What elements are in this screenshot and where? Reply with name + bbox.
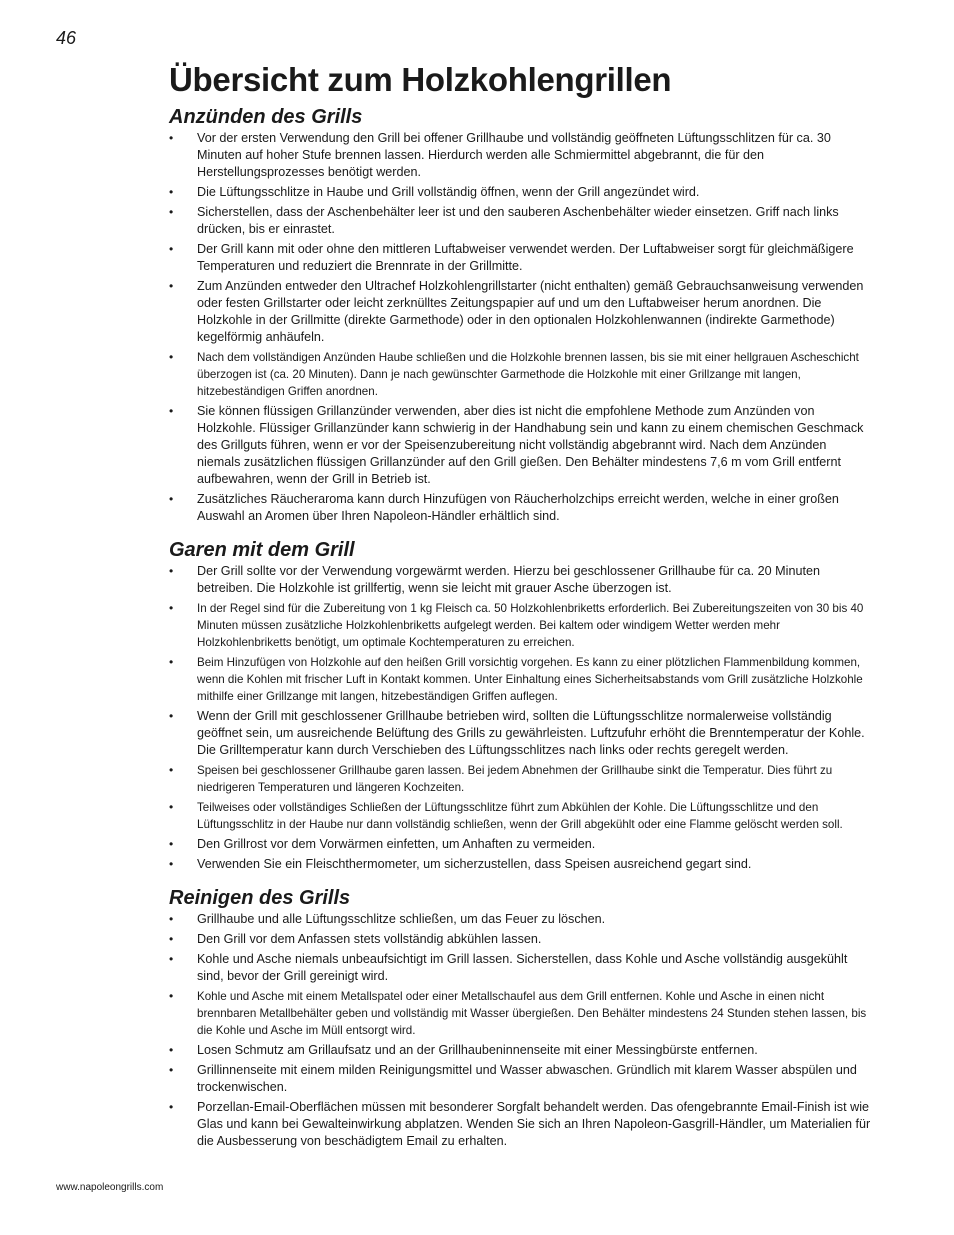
list-item: • Kohle und Asche mit einem Metallspatel oder einer Metallschaufel aus dem Grill entfernen. Kohle und Asche in einen nicht brennbaren Metallbehälter geben und vollständig mit Wasser übergießen. Den Behälter mindestens 24 Stunden stehen lassen, bis die Kohle und Asche im Müll entsorgt wird.: [169, 988, 872, 1039]
list-item: • Der Grill sollte vor der Verwendung vorgewärmt werden. Hierzu bei geschlossener Grillhaube für ca. 20 Minuten betreiben. Die Holzkohle ist grillfertig, wenn sie leicht mit grauer Asche überzogen ist.: [169, 563, 872, 597]
section-heading-reinigen: Reinigen des Grills: [169, 887, 351, 909]
list-item: • Sie können flüssigen Grillanzünder verwenden, aber dies ist nicht die empfohlene Methode zum Anzünden von Holzkohle. Flüssiger Grillanzünder kann schwierig in der Handhabung sein und kann zu einem chemischen Geschmack des Grillguts führen, wenn er vor der Speisenzubereitung nicht vollständig abgebrannt wird. Nach dem Anzünden niemals zusätzlichen flüssigen Grillanzünder auf den Grill gießen. Den Behälter mindestens 7,6 m vom Grill entfernt aufbewahren, wenn der Grill in Betrieb ist.: [169, 403, 872, 488]
page-title: Übersicht zum Holzkohlengrillen: [169, 61, 672, 98]
list-item: • Grillhaube und alle Lüftungsschlitze schließen, um das Feuer zu löschen.: [169, 911, 872, 928]
page-content: [169, 58, 872, 1153]
list-item: • Den Grillrost vor dem Vorwärmen einfetten, um Anhaften zu vermeiden.: [169, 836, 872, 853]
list-item: • Wenn der Grill mit geschlossener Grillhaube betrieben wird, sollten die Lüftungsschlitze normalerweise vollständig geöffnet sein, um ausreichende Belüftung des Grills zu gewährleisten. Luftzufuhr erhöht die Brenntemperatur der Kohle. Die Grilltemperatur kann durch Verschieben des Lüftungsschlitzes nach links oder rechts geregelt werden.: [169, 708, 872, 759]
list-item: • Zusätzliches Räucheraroma kann durch Hinzufügen von Räucherholzchips erreicht werden, welche in einer großen Auswahl an Aromen über Ihren Napoleon-Händler erhältlich sind.: [169, 491, 872, 525]
section-heading-anzuenden: Anzünden des Grills: [169, 106, 363, 128]
bullet-list-anzuenden: [169, 130, 872, 525]
list-item: • Sicherstellen, dass der Aschenbehälter leer ist und den sauberen Aschenbehälter wieder einsetzen. Griff nach links drücken, bis er einrastet.: [169, 204, 872, 238]
list-item: • Der Grill kann mit oder ohne den mittleren Luftabweiser verwendet werden. Der Luftabweiser sorgt für gleichmäßigere Temperaturen und reduziert die Brennrate in der Grillmitte.: [169, 241, 872, 275]
list-item: • Den Grill vor dem Anfassen stets vollständig abkühlen lassen.: [169, 931, 872, 948]
list-item: • Kohle und Asche niemals unbeaufsichtigt im Grill lassen. Sicherstellen, dass Kohle und Asche vollständig ausgekühlt sind, bevor der Grill gereinigt wird.: [169, 951, 872, 985]
section-heading-garen: Garen mit dem Grill: [169, 539, 355, 561]
list-item: • Nach dem vollständigen Anzünden Haube schließen und die Holzkohle brennen lassen, bis sie mit einer hellgrauen Ascheschicht überzogen ist (ca. 20 Minuten). Dann je nach gewünschter Garmethode die Holzkohle mit einer Grillzange mit langen, hitzebeständigen Griffen anordnen.: [169, 349, 872, 400]
footer-url: www.napoleongrills.com: [56, 1182, 164, 1193]
list-item: • Die Lüftungsschlitze in Haube und Grill vollständig öffnen, wenn der Grill angezündet wird.: [169, 184, 872, 201]
list-item: • Teilweises oder vollständiges Schließen der Lüftungsschlitze führt zum Abkühlen der Kohle. Die Lüftungsschlitze und den Lüftungsschlitz in der Haube nur dann vollständig schließen, wenn der Grill abgekühlt oder eine Flamme gelöscht werden soll.: [169, 799, 872, 833]
list-item: • In der Regel sind für die Zubereitung von 1 kg Fleisch ca. 50 Holzkohlenbriketts erforderlich. Bei Zubereitungszeiten von 30 bis 40 Minuten müssen zusätzliche Holzkohlenbriketts aufgelegt werden. Bei kaltem oder windigem Wetter werden mehr Holzkohlenbriketts benötigt, um optimale Kochtemperaturen zu erreichen.: [169, 600, 872, 651]
list-item: • Speisen bei geschlossener Grillhaube garen lassen. Bei jedem Abnehmen der Grillhaube sinkt die Temperatur. Dies führt zu niedrigeren Temperaturen und längeren Kochzeiten.: [169, 762, 872, 796]
bullet-list-garen: [169, 563, 872, 873]
bullet-list-reinigen: [169, 911, 872, 1150]
list-item: • Losen Schmutz am Grillaufsatz und an der Grillhaubeninnenseite mit einer Messingbürste entfernen.: [169, 1042, 872, 1059]
list-item: • Zum Anzünden entweder den Ultrachef Holzkohlengrillstarter (nicht enthalten) gemäß Gebrauchsanweisung verwenden oder festen Grillstarter oder leicht zerknülltes Zeitungspapier auf und um den Luftabweiser herum anordnen. Die Holzkohle in der Grillmitte (direkte Garmethode) oder in den optionalen Holzkohlenwannen (indirekte Garmethode) kegelförmig anhäufeln.: [169, 278, 872, 346]
list-item: • Verwenden Sie ein Fleischthermometer, um sicherzustellen, dass Speisen ausreichend gegart sind.: [169, 856, 872, 873]
list-item: • Vor der ersten Verwendung den Grill bei offener Grillhaube und vollständig geöffneten Lüftungsschlitzen für ca. 30 Minuten auf hoher Stufe brennen lassen. Hierdurch werden alle Schmiermittel abgebrannt, die für den Herstellungsprozesses benötigt werden.: [169, 130, 872, 181]
page-number: 46: [56, 28, 77, 48]
list-item: • Grillinnenseite mit einem milden Reinigungsmittel und Wasser abwaschen. Gründlich mit klarem Wasser abspülen und trockenwischen.: [169, 1062, 872, 1096]
list-item: • Beim Hinzufügen von Holzkohle auf den heißen Grill vorsichtig vorgehen. Es kann zu einer plötzlichen Flammenbildung kommen, wenn die Kohlen mit frischer Luft in Kontakt kommen. Unter Einhaltung eines Sicherheitsabstands vom Grill zusätzliche Holzkohle mithilfe einer Grillzange mit langen, hitzebeständigen Griffen auflegen.: [169, 654, 872, 705]
list-item: • Porzellan-Email-Oberflächen müssen mit besonderer Sorgfalt behandelt werden. Das ofengebrannte Email-Finish ist wie Glas und kann bei Gewalteinwirkung abplatzen. Wenden Sie sich an Ihren Napoleon-Gasgrill-Händler, um Materialien für die Ausbesserung von beschädigtem Email zu erhalten.: [169, 1099, 872, 1150]
